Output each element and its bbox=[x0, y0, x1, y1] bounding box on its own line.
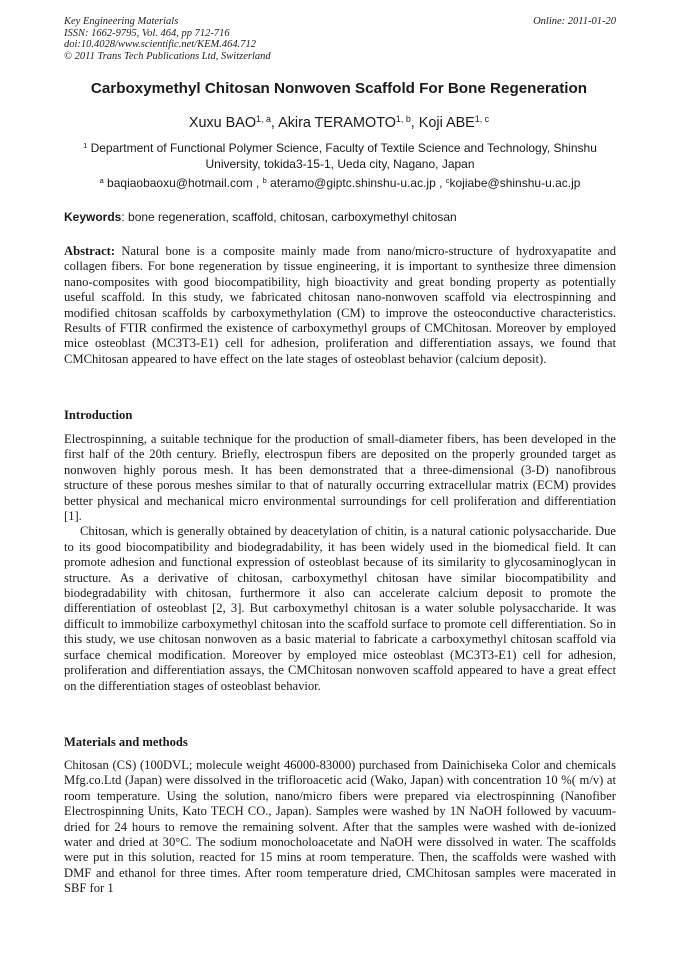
section-heading-introduction: Introduction bbox=[64, 408, 133, 422]
author-name: Xuxu BAO bbox=[188, 115, 257, 131]
affiliation-text: Department of Functional Polymer Science, Faculty of Textile Science and Technology, Shinshu University, tokida3-15-1, Ueda city, Nagano, Japan bbox=[90, 141, 597, 171]
paragraph: Electrospinning, a suitable technique for the production of small-diameter fibers, has been developed in the first half of the 20th century. Briefly, electrospun fibers are deposited on the properly grounded target as nonwoven highly porous mesh. It has been demonstrated that a three-dimensional (3-D) nanofibrous structure of these porous meshes similar to that of naturally occurring extracellular matrix (ECM) provides better physical and mechanical micro environmental surroundings for cell proliferation and differentiation [1]. bbox=[64, 432, 616, 524]
abstract-label: Abstract: bbox=[64, 244, 116, 258]
abstract-text: Natural bone is a composite mainly made from nano/micro-structure of hydroxyapatite and collagen fibers. For bone regeneration by tissue engineering, it is important to synthesize three dimension nano-composites with good biocompatibility, high bioactivity and great bonding property as potentially useful scaffold. In this study, we fabricated chitosan nano-nonwoven scaffold via electrospinning and modified chitosan scaffolds by carboxymethylation (CM) to improve the osteoconductive characteristics. Results of FTIR confirmed the existence of carboxymethyl groups of CMChitosan. Moreover by employed mice osteoblast (MC3T3-E1) cell for adhesion, proliferation and differentiation assays, we found that CMChitosan appeared to have effect on the late stages of osteoblast behavior (calcium deposit). bbox=[64, 244, 616, 366]
email-link[interactable]: kojiabe@shinshu-u.ac.jp bbox=[449, 176, 581, 190]
author-name: Koji ABE bbox=[418, 115, 475, 131]
author-sup: 1, b bbox=[395, 114, 411, 125]
email-link[interactable]: baqiaobaoxu@hotmail.com bbox=[107, 176, 253, 190]
keywords-text: : bone regeneration, scaffold, chitosan, carboxymethyl chitosan bbox=[121, 210, 457, 224]
journal-name: Key Engineering Materials bbox=[64, 16, 179, 27]
doi-line: doi:10.4028/www.scientific.net/KEM.464.712 bbox=[64, 39, 256, 51]
journal-header bbox=[64, 16, 616, 62]
email-list: $^a$ baqiaobaoxu@hotmail.com , $^b$ ateramo@giptc.shinshu-u.ac.jp , $^c$kojiabe@shinshu-u.ac.jp bbox=[99, 175, 581, 190]
paper-title: Carboxymethyl Chitosan Nonwoven Scaffold For Bone Regeneration bbox=[90, 80, 588, 97]
abstract bbox=[64, 244, 616, 367]
introduction-body bbox=[64, 432, 616, 694]
section-heading-methods: Materials and methods bbox=[64, 735, 188, 749]
paragraph: Chitosan, which is generally obtained by deacetylation of chitin, is a natural cationic polysaccharide. Due to its good biocompatibility and biodegradability, it has been widely used in the biomedical field. It can promote adhesion and functional expression of osteoblast because of its similarity to glycosaminoglycan in structure. As a derivative of chitosan, carboxymethyl chitosan have similar biocompatibility and biodegradability with chitosan, furthermore it also can accelerate calcium deposit to promote the differentiation of osteoblast [2, 3]. But carboxymethyl chitosan is a water soluble polysaccharide. It was difficult to immobilize carboxymethyl chitosan into the scaffold surface to promote cell differentiation. So in this study, we use chitosan nonwoven as a basic material to fabricate a carboxymethyl chitosan scaffold via surface chemical modification. Moreover by employed mice osteoblast (MC3T3-E1) cell for adhesion, proliferation and differentiation assays, the CMChitosan nonwoven scaffold appeared to have a great effect on the differentiation stages of osteoblast behavior. bbox=[64, 524, 616, 693]
author-list: Xuxu BAO$^{1, a}$, Akira TERAMOTO$^{1, b}$, Koji ABE$^{1, c}$ bbox=[188, 114, 490, 131]
affiliation-sup: 1 bbox=[83, 140, 88, 150]
keywords-label: Keywords bbox=[64, 210, 122, 224]
paragraph: Chitosan (CS) (100DVL; molecule weight 46000-83000) purchased from Dainichiseka Color and chemicals Mfg.co.Ltd (Japan) were dissolved in the trifloroacetic acid (Wako, Japan) with concentration 10 %( m/v) at room temperature. Using the solution, nano/micro fibers were prepared via electrospinning (Nanofiber Electrospinning Units, Kato TECH CO., Japan). Samples were washed by 1N NaOH followed by vacuum-dried for 24 hours to remove the remaining solvent. After that the samples were washed with de-ionized water and dried at 30°C. The sodium monocholoacetate and NaOH were dissolved in water. The scaffolds were put in this solution, reacted for 15 mins at room temperature. Then, the scaffolds were washed with DMF and ethanol for three times. After room temperature dried, CMChitosan samples were macerated in SBF for 1 bbox=[64, 758, 616, 896]
keywords bbox=[64, 210, 616, 224]
author-name: Akira TERAMOTO bbox=[278, 115, 396, 131]
email-link[interactable]: ateramo@giptc.shinshu-u.ac.jp bbox=[270, 176, 436, 190]
author-sup: 1, c bbox=[474, 114, 490, 125]
issn-line: ISSN: 1662-9795, Vol. 464, pp 712-716 bbox=[64, 27, 230, 39]
author-sup: 1, a bbox=[256, 114, 271, 125]
methods-body bbox=[64, 758, 616, 897]
online-date: Online: 2011-01-20 bbox=[533, 16, 616, 27]
copyright-line: © 2011 Trans Tech Publications Ltd, Switzerland bbox=[64, 50, 271, 62]
affiliation bbox=[64, 141, 616, 172]
